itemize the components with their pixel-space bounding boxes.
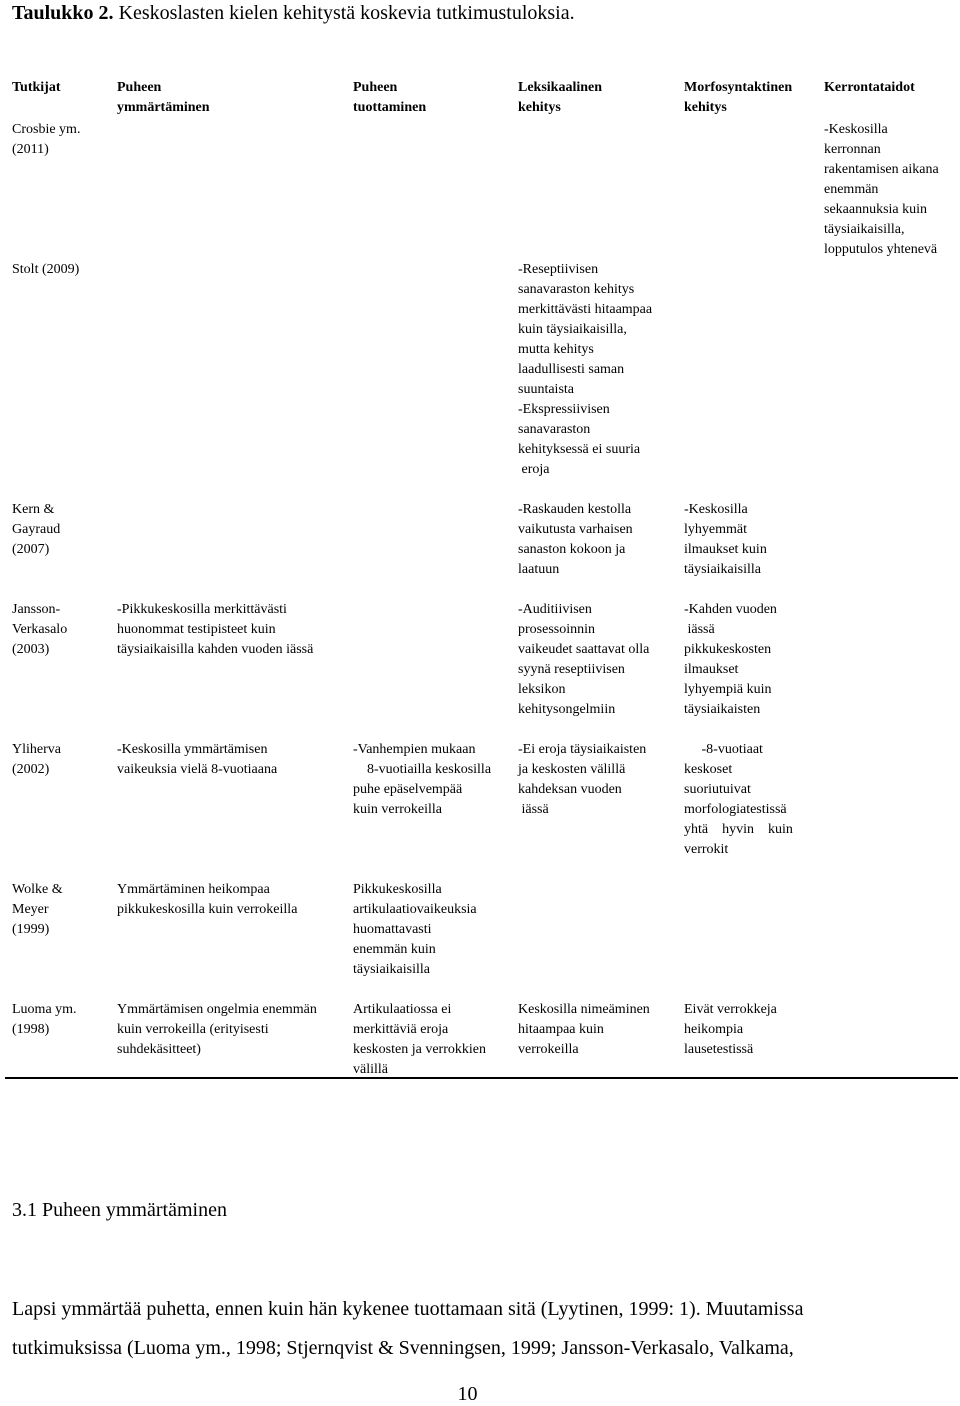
row-stolt-leksikaalinen: -Reseptiivisen sanavaraston kehitys merkittävästi hitaampaa kuin täysiaikaisilla, mutta kehitys laadullisesti saman suuntaista -Ekspressiivisen sanavaraston kehityksessä ei suuria eroja — [518, 262, 653, 477]
header-leksikaalinen-kehitys: Leksikaalinen kehitys — [518, 80, 603, 115]
row-wolke-ymmartaminen: Ymmärtäminen heikompaa pikkukeskosilla kuin verrokeilla — [117, 882, 298, 917]
row-luoma-ymmartaminen: Ymmärtämisen ongelmia enemmän kuin verrokeilla (erityisesti suhdekäsitteet) — [117, 1002, 317, 1057]
row-jansson-morfosyntaktinen: -Kahden vuoden iässä pikkukeskosten ilmaukset lyhyempiä kuin täysiaikaisten — [684, 602, 777, 717]
row-yliherva-tuottaminen: -Vanhempien mukaan 8-vuotiailla keskosilla puhe epäselvempää kuin verrokeilla — [353, 742, 492, 817]
row-kern-morfosyntaktinen: -Keskosilla lyhyemmät ilmaukset kuin täysiaikaisilla — [684, 502, 767, 577]
row-wolke-study: Wolke & Meyer (1999) — [12, 882, 63, 937]
row-jansson-study: Jansson- Verkasalo (2003) — [12, 602, 68, 657]
row-yliherva-study: Yliherva (2002) — [12, 742, 61, 777]
row-luoma-tuottaminen: Artikulaatiossa ei merkittäviä eroja keskosten ja verrokkien välillä — [353, 1002, 486, 1077]
row-yliherva-ymmartaminen: -Keskosilla ymmärtämisen vaikeuksia vielä 8-vuotiaana — [117, 742, 278, 777]
paragraph-line: tutkimuksissa (Luoma ym., 1998; Stjernqvist & Svenningsen, 1999; Jansson-Verkasalo, Valkama, — [12, 1337, 794, 1359]
row-stolt-study: Stolt (2009) — [12, 262, 80, 277]
row-jansson-leksikaalinen: -Auditiivisen prosessoinnin vaikeudet saattavat olla syynä reseptiivisen leksikon kehitysongelmiin — [518, 602, 650, 717]
row-crosbie-kerrontataidot: -Keskosilla kerronnan rakentamisen aikana enemmän sekaannuksia kuin täysiaikaisilla, lopputulos yhtenevä — [824, 122, 939, 257]
header-tutkijat: Tutkijat — [12, 80, 61, 95]
header-puheen-ymmartaminen: Puheen ymmärtäminen — [117, 80, 210, 115]
row-yliherva-leksikaalinen: -Ei eroja täysiaikaisten ja keskosten välillä kahdeksan vuoden iässä — [518, 742, 647, 817]
row-wolke-tuottaminen: Pikkukeskosilla artikulaatiovaikeuksia huomattavasti enemmän kuin täysiaikaisilla — [353, 882, 477, 977]
body-paragraph — [12, 1290, 952, 1368]
header-morfosyntaktinen-kehitys: Morfosyntaktinen kehitys — [684, 80, 793, 115]
row-luoma-morfosyntaktinen: Eivät verrokkeja heikompia lausetestissä — [684, 1002, 777, 1057]
row-kern-leksikaalinen: -Raskauden kestolla vaikutusta varhaisen sanaston kokoon ja laatuun — [518, 502, 633, 577]
row-luoma-leksikaalinen: Keskosilla nimeäminen hitaampaa kuin verrokeilla — [518, 1002, 650, 1057]
paragraph-line: Lapsi ymmärtää puhetta, ennen kuin hän kykenee tuottamaan sitä (Lyytinen, 1999: 1). Muutamissa — [12, 1298, 804, 1320]
row-yliherva-morfosyntaktinen: -8-vuotiaat keskoset suoriutuivat morfologiatestissä yhtä hyvin kuin verrokit — [684, 742, 793, 857]
section-heading: 3.1 Puheen ymmärtäminen — [12, 1199, 227, 1221]
table-caption — [12, 1, 575, 25]
header-kerrontataidot: Kerrontataidot — [824, 80, 915, 95]
table-caption-label: Taulukko 2. — [12, 2, 114, 24]
row-jansson-ymmartaminen: -Pikkukeskosilla merkittävästi huonommat testipisteet kuin täysiaikaisilla kahden vuoden iässä — [117, 602, 314, 657]
row-luoma-study: Luoma ym. (1998) — [12, 1002, 77, 1037]
row-crosbie-study: Crosbie ym. (2011) — [12, 122, 81, 157]
row-kern-study: Kern & Gayraud (2007) — [12, 502, 61, 557]
page-number: 10 — [457, 1383, 478, 1405]
header-puheen-tuottaminen: Puheen tuottaminen — [353, 80, 427, 115]
table-caption-text: Keskoslasten kielen kehitystä koskevia tutkimustuloksia. — [118, 2, 575, 24]
table-bottom-rule — [5, 1077, 958, 1079]
